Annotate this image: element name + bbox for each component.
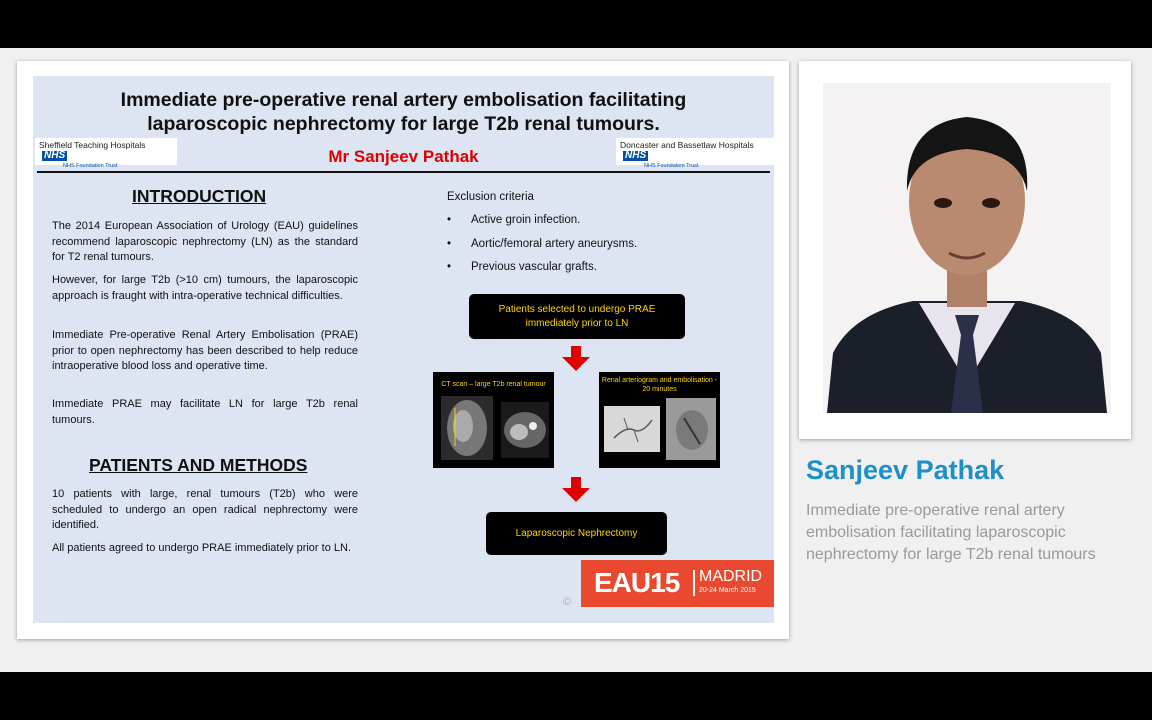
doncaster-logo-text: Doncaster and Bassetlaw Hospitals (620, 140, 754, 150)
slide-title-line-1: Immediate pre-operative renal artery embolisation facilitating (120, 89, 687, 111)
slide-title (33, 88, 774, 136)
eau15-dates: 20-24 March 2015 (699, 587, 756, 594)
speaker-name: Sanjeev Pathak (806, 455, 1005, 485)
nhs-badge-right: NHS (625, 150, 647, 161)
ct-scan-image (441, 396, 549, 462)
intro-paragraph-3: Immediate Pre-operative Renal Artery Embolisation (PRAE) prior to open nephrectomy has been described to help reduce intraoperative blood loss and operative time. (52, 329, 358, 372)
sheffield-logo-text: Sheffield Teaching Hospitals (39, 140, 146, 150)
eau15-logo (581, 560, 774, 607)
methods-paragraph-1: 10 patients with large, renal tumours (T2b) who were scheduled to undergo an open radical nephrectomy were identified. (52, 488, 358, 531)
exclusion-item-text: Aortic/femoral artery aneurysms. (471, 238, 638, 250)
doncaster-logo-sub: NHS Foundation Trust (644, 163, 699, 169)
ct-scan-label: CT scan – large T2b renal tumour (441, 381, 546, 388)
methods-heading: PATIENTS AND METHODS (89, 455, 308, 475)
exclusion-item (447, 238, 637, 250)
exclusion-criteria-title: Exclusion criteria (447, 191, 534, 203)
author-name: Mr Sanjeev Pathak (328, 147, 479, 166)
speaker-photo-frame (799, 61, 1131, 439)
arteriogram-panel (599, 372, 720, 468)
exclusion-item-text: Previous vascular grafts. (471, 261, 597, 273)
ct-scan-panel (433, 372, 554, 468)
bullet-icon: • (447, 214, 452, 226)
doncaster-logo (616, 138, 774, 169)
speaker-talk-title: Immediate pre-operative renal artery embolisation facilitating laparoscopic nephrectomy for large T2b renal tumours (806, 502, 1096, 563)
exclusion-item-text: Active groin infection. (471, 214, 581, 226)
introduction-heading: INTRODUCTION (132, 186, 267, 206)
eau15-brand: EAU15 (594, 567, 680, 598)
slide-title-line-2: laparoscopic nephrectomy for large T2b renal tumours. (147, 113, 660, 135)
bullet-icon: • (447, 261, 452, 273)
nhs-badge-left: NHS (44, 150, 66, 161)
flow-step-laparoscopic-nephrectomy: Laparoscopic Nephrectomy (486, 512, 667, 555)
exclusion-item (447, 214, 580, 226)
copyright-symbol: © (563, 596, 572, 608)
bullet-icon: • (447, 238, 452, 250)
eau15-city: MADRID (699, 568, 763, 585)
intro-paragraph-2: However, for large T2b (>10 cm) tumours, the laparoscopic approach is fraught with intra-operative technical difficulties. (52, 274, 358, 302)
sheffield-logo-sub: NHS Foundation Trust (63, 163, 118, 169)
exclusion-item (447, 261, 597, 273)
poster-slide (33, 76, 774, 623)
arteriogram-label: Renal arteriogram and embolisation - 20 minutes (601, 377, 718, 393)
title-divider (37, 171, 770, 173)
flow-step-patients-selected: Patients selected to undergo PRAE immediately prior to LN (469, 294, 685, 339)
speaker-photo (823, 83, 1111, 413)
speaker-portrait-image (823, 83, 1111, 413)
methods-paragraph-2: All patients agreed to undergo PRAE immediately prior to LN. (52, 542, 351, 554)
intro-paragraph-1: The 2014 European Association of Urology (EAU) guidelines recommend laparoscopic nephrectomy (LN) as the standard for T2 renal tumours. (52, 220, 358, 263)
arteriogram-image (604, 398, 718, 462)
intro-paragraph-4: Immediate PRAE may facilitate LN for large T2b renal tumours. (52, 398, 358, 426)
eau15-divider (693, 570, 695, 596)
